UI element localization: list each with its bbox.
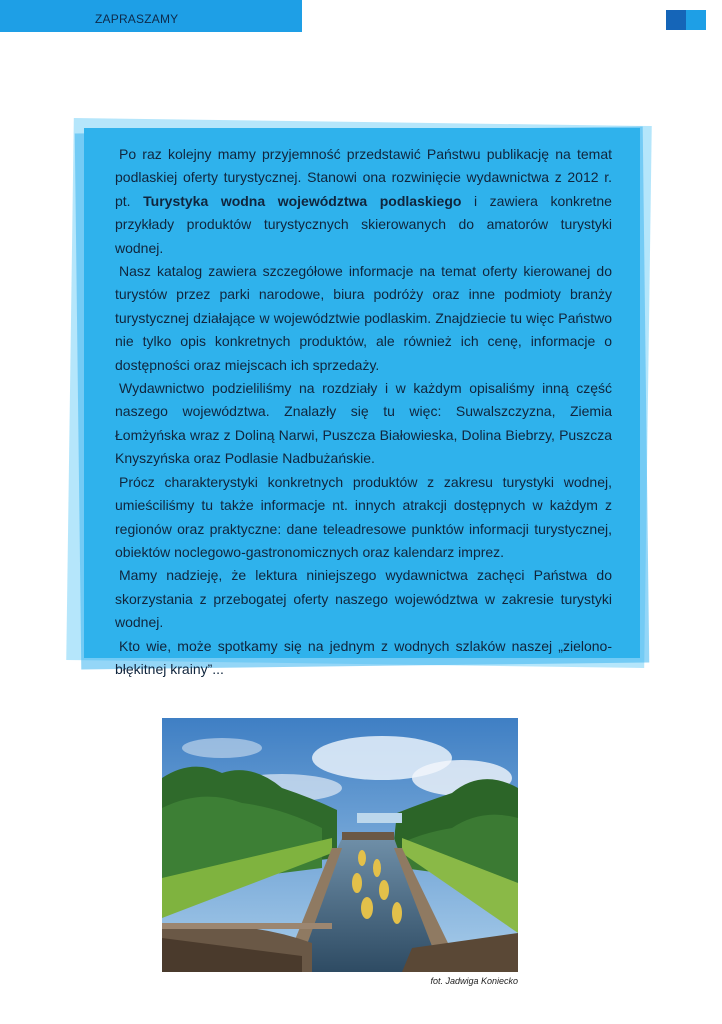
intro-paragraph-2: Nasz katalog zawiera szczegółowe informacje na temat oferty kierowanej do turystów przez parki narodowe, biura podróży oraz inne podmioty branży turystycznej działające w województwie podlaskim. Znajdziecie tu więc Państwo nie tylko opis konkretnych produktów, ale również ich cenę, informacje o dostępności oraz miejscach ich sprzedaży. (115, 263, 612, 373)
corner-square-light (686, 10, 706, 30)
publication-title: Turystyka wodna województwa podlaskiego (143, 192, 462, 209)
section-header-tab (0, 0, 302, 32)
intro-paragraph-5: Mamy nadzieję, że lektura niniejszego wydawnictwa zachęci Państwa do skorzystania z przebogatej oferty naszego województwa w zakresie turystyki wodnej. (115, 567, 612, 631)
intro-text (115, 143, 612, 681)
intro-paragraph-3: Wydawnictwo podzieliliśmy na rozdziały i w każdym opisaliśmy inną część naszego województwa. Znalazły się tu więc: Suwalszczyzna, Ziemia Łomżyńska wraz z Doliną Narwi, Puszcza Białowieska, Dolina Biebrzy, Puszcza Knyszyńska oraz Podlasie Nadbużańskie. (115, 380, 612, 467)
intro-paragraph-1 (115, 143, 612, 260)
corner-square-dark (666, 10, 686, 30)
photo-credit: fot. Jadwiga Koniecko (430, 976, 518, 986)
intro-p1-text-end: i zawiera konkretne przykłady produktów turystycznych skierowanych do amatorów turystyki wodnej. (115, 192, 612, 256)
intro-p1-text: Po raz kolejny mamy przyjemność przedstawić Państwu publikację na temat podlaskiej oferty turystycznej. Stanowi ona rozwinięcie wydawnictwa z 2012 r. pt. (115, 146, 612, 209)
intro-paragraph-6: Kto wie, może spotkamy się na jednym z wodnych szlaków naszej „zielono-błękitnej krainy”... (115, 637, 612, 677)
intro-paragraph-4: Prócz charakterystyki konkretnych produktów z zakresu turystyki wodnej, umieściliśmy tu także informacje nt. innych atrakcji dostępnych w każdym z regionów oraz praktyczne: dane teleadresowe punktów informacji turystycznej, obiektów noclegowo-gastronomicznych oraz kalendarz imprez. (115, 473, 612, 560)
canal-lock-photo (162, 718, 518, 972)
canal-lock-illustration (162, 718, 518, 972)
section-title: ZAPRASZAMY (95, 12, 179, 26)
